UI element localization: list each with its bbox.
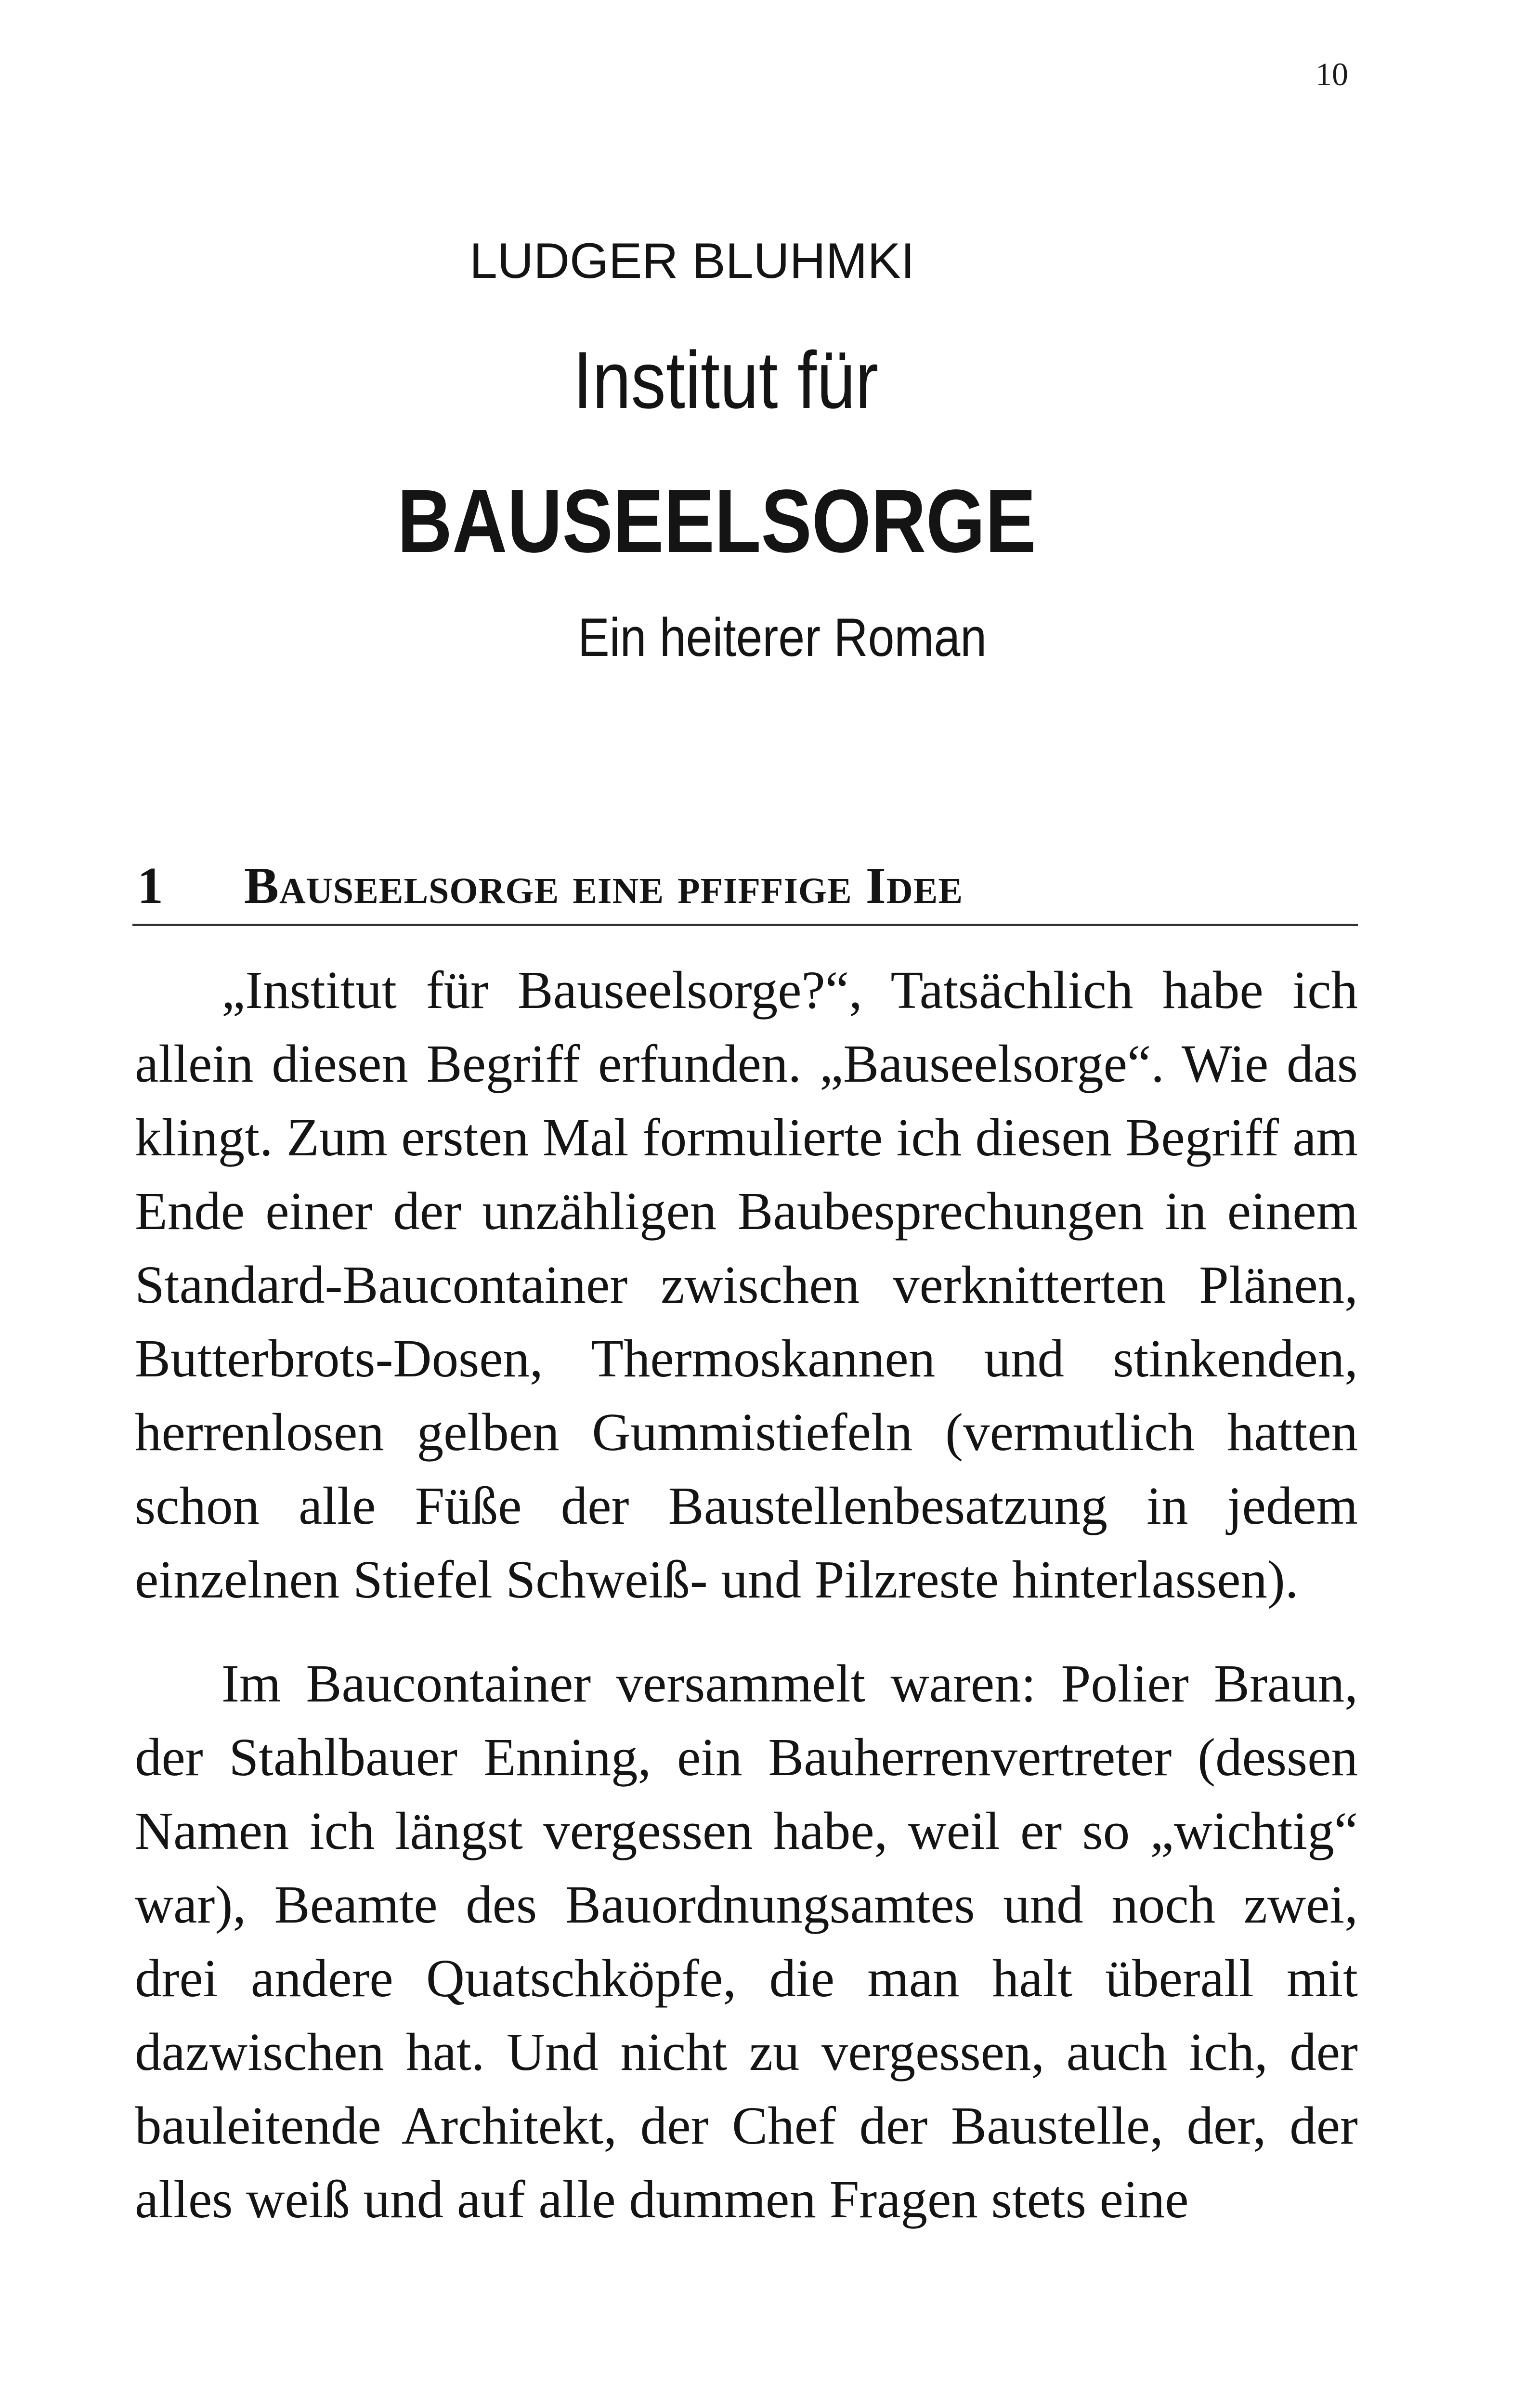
chapter-heading xyxy=(132,856,1358,926)
paragraph-2: Im Baucontainer versammelt waren: Polier Braun, der Stahlbauer Enning, ein Bauherrenvertreter (dessen Namen ich längst vergessen habe, weil er so „wichtig“ war), Beamte des Bauordnungsamtes und noch zwei, drei andere Quatschköpfe, die man halt überall mit dazwischen hat. Und nicht zu vergessen, auch ich, der bauleitende Architekt, der Chef der Baustelle, der, der alles weiß und auf alle dummen Fragen stets eine xyxy=(135,1654,1358,2229)
book-title-line-1: Institut für xyxy=(573,335,879,425)
book-author: LUDGER BLUHMKI xyxy=(469,233,915,289)
body-text xyxy=(135,954,1358,2237)
chapter-number: 1 xyxy=(137,857,163,915)
paragraph-1: „Institut für Bauseelsorge?“, Tatsächlich habe ich allein diesen Begriff erfunden. „Bauseelsorge“. Wie das klingt. Zum ersten Mal formulierte ich diesen Begriff am Ende einer der unzähligen Baubesprechungen in einem Standard-Baucontainer zwischen verknitterten Plänen, Butterbrots-Dosen, Thermoskannen und stinkenden, herrenlosen gelben Gummistiefeln (vermutlich hatten schon alle Füße der Baustellenbesatzung in jedem einzelnen Stiefel Schweiß- und Pilzreste hinterlassen). xyxy=(135,961,1358,1610)
chapter-title: Bauseelsorge eine pfiffige Idee xyxy=(244,857,964,915)
page-number: 10 xyxy=(1316,56,1348,92)
book-title-line-2: BAUSEELSORGE xyxy=(397,471,1036,571)
book-subtitle: Ein heiterer Roman xyxy=(578,607,987,667)
